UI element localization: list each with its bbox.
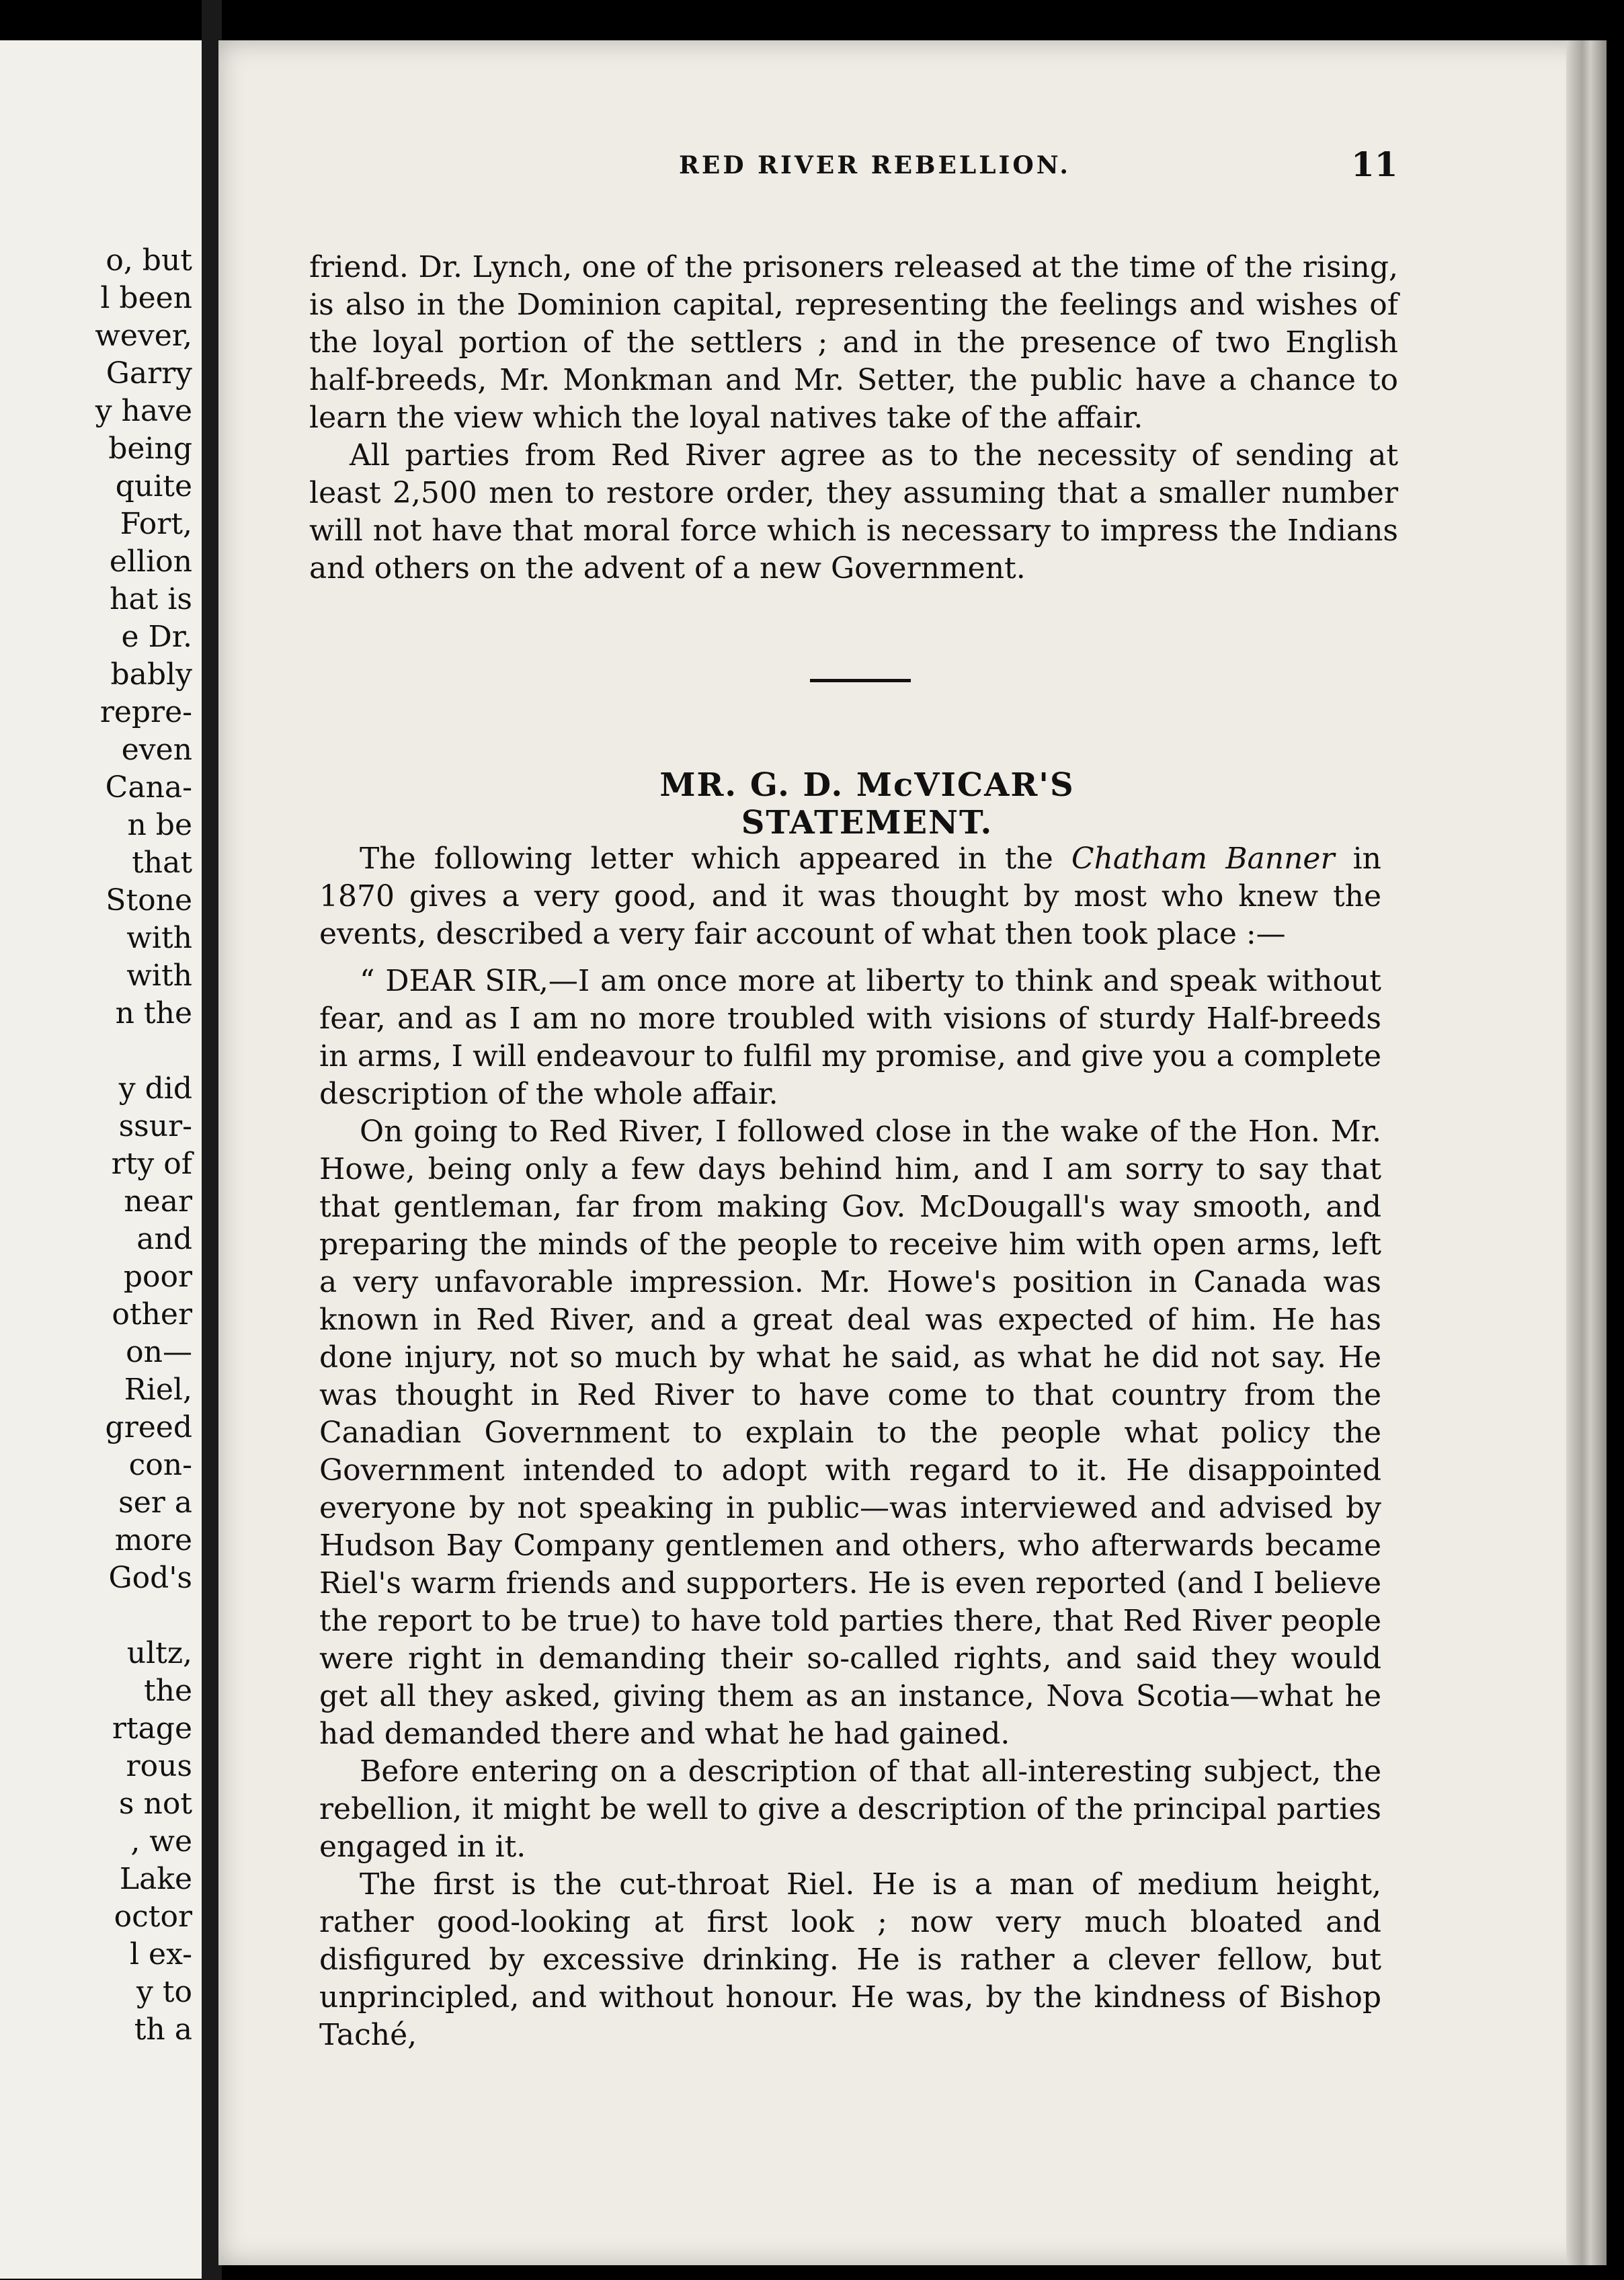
facing-page-fragment: with	[126, 959, 192, 993]
facing-page-fragment: on—	[126, 1335, 192, 1369]
paragraph: All parties from Red River agree as to the necessity of sending at least 2,500 men to restore order, they assuming that a smaller number will not have that moral force which is necessary to impress the Indians and others on the advent of a new Government.	[309, 438, 1398, 585]
facing-page-fragment: y to	[136, 1975, 192, 2009]
facing-page-fragment: quite	[115, 469, 192, 503]
newspaper-title: Chatham Banner	[1071, 842, 1335, 876]
facing-page-fragment: repre-	[99, 695, 192, 729]
facing-page-fragment: near	[124, 1184, 192, 1219]
facing-page-fragment: , we	[130, 1824, 192, 1859]
facing-page-fragment: greed	[105, 1410, 192, 1444]
letter-paragraph: The first is the cut-throat Riel. He is a man of medium height, rather good-looking at first look ; now very much bloated and disfigured by excessive drinking. He is rather a clever fellow, but unprincipled, and without honour. He was, by the kindness of Bishop Taché,	[319, 1867, 1381, 2052]
facing-page-fragment: rtage	[112, 1711, 192, 1746]
intro-text: in 1870 gives a very good, and it was thought by most who knew the events, described a very fair account of what then took place :—	[319, 842, 1381, 951]
facing-page-fragment: wever,	[95, 319, 192, 353]
page-edge	[1566, 40, 1607, 2265]
facing-page-fragment: with	[126, 921, 192, 955]
facing-page-fragment: rous	[126, 1749, 192, 1783]
facing-page-fragment: bably	[110, 657, 192, 692]
paragraph: friend. Dr. Lynch, one of the prisoners released at the time of the rising, is also in the Dominion capital, representing the feelings and wishes of the loyal portion of the settlers ; and in the presence of two English half-breeds, Mr. Monkman and Mr. Setter, the public have a chance to learn the view which the loyal natives take of the affair.	[309, 250, 1398, 435]
facing-page-fragment: the	[143, 1674, 192, 1708]
facing-page-fragment: y did	[118, 1071, 192, 1106]
facing-page-fragment: l ex-	[129, 1937, 192, 1971]
section-heading: MR. G. D. McVICAR'S STATEMENT.	[659, 766, 1075, 842]
facing-page-fragment: Riel,	[124, 1373, 192, 1407]
facing-page-fragment: ultz,	[126, 1636, 192, 1670]
facing-page-fragment: octor	[114, 1900, 192, 1934]
facing-page-fragment: Fort,	[120, 507, 192, 541]
facing-page-fragment: Lake	[119, 1862, 192, 1896]
facing-page-fragment: ssur-	[118, 1109, 192, 1143]
facing-page	[0, 40, 206, 2279]
facing-page-fragment: more	[114, 1523, 192, 1557]
facing-page-fragment: e Dr.	[121, 620, 192, 654]
facing-page-fragment: y have	[95, 394, 192, 428]
facing-page-fragment: l been	[100, 281, 192, 315]
facing-page-fragment: that	[132, 846, 192, 880]
facing-page-fragment: n the	[115, 996, 192, 1030]
intro-paragraph	[319, 840, 1381, 953]
facing-page-fragment: hat is	[110, 582, 192, 616]
letter-paragraph: Before entering on a description of that all-interesting subject, the rebellion, it might be well to give a description of the principal parties engaged in it.	[319, 1754, 1381, 1864]
facing-page-fragment: con-	[128, 1448, 192, 1482]
letter-paragraph	[319, 963, 1381, 1113]
facing-page-fragment: Garry	[106, 356, 192, 391]
facing-page-fragment: Cana-	[105, 770, 192, 805]
facing-page-fragment: poor	[123, 1260, 192, 1294]
section-statement	[319, 840, 1381, 2054]
facing-page-fragment: n be	[127, 808, 192, 842]
section-top	[309, 249, 1398, 587]
facing-page-fragment: ellion	[109, 544, 192, 579]
letter-text: —I am once more at liberty to think and speak without fear, and as I am no more troubled with visions of sturdy Half-breeds in arms, I will endeavour to fulfil my promise, and give you a complete description of the whole affair.	[319, 964, 1381, 1111]
facing-page-fragment: other	[112, 1297, 192, 1332]
facing-page-fragment: s not	[118, 1787, 192, 1821]
running-head: RED RIVER REBELLION.	[679, 151, 1071, 179]
facing-page-fragment: o, but	[106, 243, 192, 278]
facing-page-fragment: Stone	[106, 883, 192, 918]
facing-page-fragment: even	[121, 733, 192, 767]
intro-text: The following letter which appeared in the	[360, 842, 1053, 876]
facing-page-fragment: rty of	[111, 1147, 192, 1181]
facing-page-fragment: th a	[134, 2012, 192, 2047]
letter-paragraph: On going to Red River, I followed close in the wake of the Hon. Mr. Howe, being only a few days behind him, and I am sorry to say that that gentleman, far from making Gov. McDougall's way smooth, and preparing the minds of the people to receive him with open arms, left a very unfavorable impression. Mr. Howe's position in Canada was known in Red River, and a great deal was expected of him. He has done injury, not so much by what he said, as what he did not say. He was thought in Red River to have come to that country from the Canadian Government to explain to the people what policy the Government intended to adopt with regard to it. He disappointed everyone by not speaking in public—was interviewed and advised by Hudson Bay Company gentlemen and others, who afterwards became Riel's warm friends and supporters. He is even reported (and I believe the report to be true) to have told parties there, that Red River people were right in demanding their so-called rights, and said they would get all they asked, giving them as an instance, Nova Scotia—what he had demanded there and what he had gained.	[319, 1114, 1381, 1751]
facing-page-fragment: being	[108, 432, 192, 466]
page-number: 11	[1351, 145, 1398, 184]
facing-page-fragment: ser a	[118, 1485, 192, 1520]
salutation: “ DEAR SIR,	[360, 964, 549, 998]
facing-page-fragment: and	[136, 1222, 192, 1256]
section-divider	[810, 679, 911, 682]
facing-page-fragment: God's	[108, 1561, 192, 1595]
